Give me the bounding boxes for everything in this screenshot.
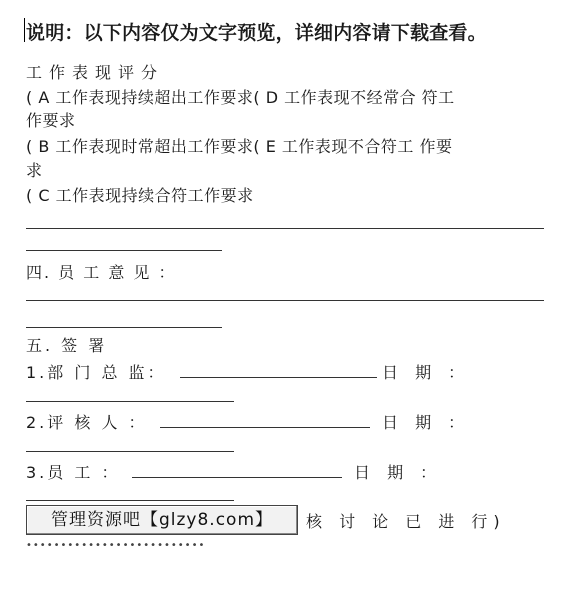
blank-line bbox=[26, 250, 222, 251]
rating-option-a-d-continued: 作要求 bbox=[26, 111, 76, 130]
signature-director-date-field[interactable] bbox=[26, 401, 234, 402]
signature-reviewer-date-field[interactable] bbox=[26, 451, 234, 452]
rating-option-a-d: ( A 工作表现持续超出工作要求( D 工作表现不经常合 符工 bbox=[26, 88, 455, 107]
section-signature-title: 五. 签 署 bbox=[26, 336, 108, 355]
signature-employee-date-label: 日 期 ： bbox=[354, 463, 443, 482]
review-discussion-text: 核 讨 论 已 进 行) bbox=[306, 512, 506, 531]
download-resource-button[interactable]: 管理资源吧【glzy8.com】 bbox=[26, 505, 298, 535]
preview-notice: 说明：以下内容仅为文字预览，详细内容请下载查看。 bbox=[26, 22, 487, 44]
signature-director-label: 1.部 门 总 监： bbox=[26, 363, 167, 382]
rating-option-c: ( C 工作表现持续合符工作要求 bbox=[26, 186, 254, 205]
rating-option-b-e: ( B 工作表现时常超出工作要求( E 工作表现不合符工 作要 bbox=[26, 137, 453, 156]
rating-heading: 工作表现评分 bbox=[26, 63, 165, 82]
blank-line bbox=[26, 228, 544, 229]
section-employee-opinion-title: 四. 员 工 意 见 ： bbox=[26, 263, 177, 282]
signature-reviewer-date-label: 日 期 ： bbox=[382, 413, 471, 432]
signature-director-date-label: 日 期 ： bbox=[382, 363, 471, 382]
signature-employee-label: 3.员 工 ： bbox=[26, 463, 121, 482]
signature-reviewer-label: 2.评 核 人 ： bbox=[26, 413, 148, 432]
dotted-divider: •••••••••••••••••••••••••• bbox=[26, 540, 206, 551]
blank-line bbox=[26, 300, 544, 301]
signature-employee-field[interactable] bbox=[132, 477, 342, 478]
signature-reviewer-field[interactable] bbox=[160, 427, 370, 428]
blank-line bbox=[26, 327, 222, 328]
rating-option-b-e-continued: 求 bbox=[26, 161, 43, 180]
signature-director-field[interactable] bbox=[180, 377, 377, 378]
signature-employee-date-field[interactable] bbox=[26, 500, 234, 501]
text-cursor bbox=[24, 18, 25, 42]
